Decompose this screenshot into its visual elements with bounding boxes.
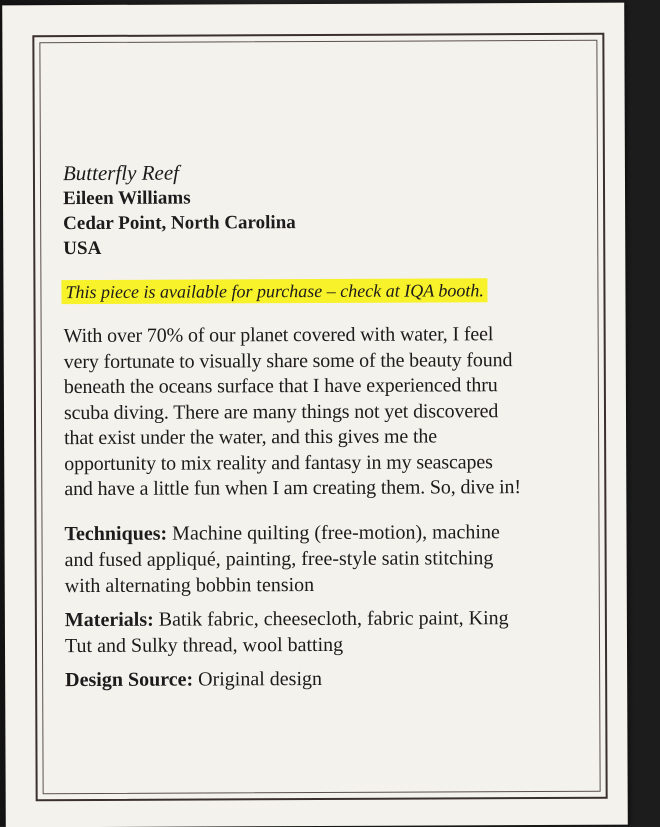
statement-line: opportunity to mix reality and fantasy in my seascapes	[64, 450, 493, 475]
artist-statement	[64, 322, 595, 503]
statement-line: scuba diving. There are many things not yet discovered	[63, 399, 499, 424]
materials-label: Materials:	[64, 608, 154, 631]
materials-line: Batik fabric, cheesecloth, fabric paint, King	[158, 606, 509, 631]
design-source-value: Original design	[198, 667, 323, 691]
statement-line: and have a little fun when I am creating them. So, dive in!	[64, 476, 521, 501]
artist-location: Cedar Point, North Carolina	[63, 212, 296, 235]
purchase-note: This piece is available for purchase – check at IQA booth.	[61, 278, 488, 304]
design-source-section	[65, 664, 595, 692]
statement-line: that exist under the water, and this gives me the	[64, 425, 438, 450]
artist-country: USA	[63, 237, 102, 260]
card-content	[63, 158, 595, 693]
techniques-label: Techniques:	[64, 522, 168, 545]
artist-name: Eileen Williams	[63, 187, 191, 210]
statement-line: very fortunate to visually share some of the beauty found	[63, 348, 513, 373]
info-card	[2, 3, 628, 827]
techniques-section	[64, 518, 594, 598]
statement-line: beneath the oceans surface that I have experienced thru	[63, 374, 498, 399]
techniques-line: Machine quilting (free-motion), machine	[172, 520, 500, 545]
quilt-title: Butterfly Reef	[62, 160, 180, 186]
statement-line: With over 70% of our planet covered with water, I feel	[63, 323, 494, 348]
techniques-line: and fused appliqué, painting, free-style satin stitching	[64, 546, 494, 571]
materials-line: Tut and Sulky thread, wool batting	[64, 633, 344, 657]
design-source-label: Design Source:	[65, 668, 194, 691]
materials-section	[65, 604, 595, 658]
techniques-line: with alternating bobbin tension	[64, 573, 315, 597]
